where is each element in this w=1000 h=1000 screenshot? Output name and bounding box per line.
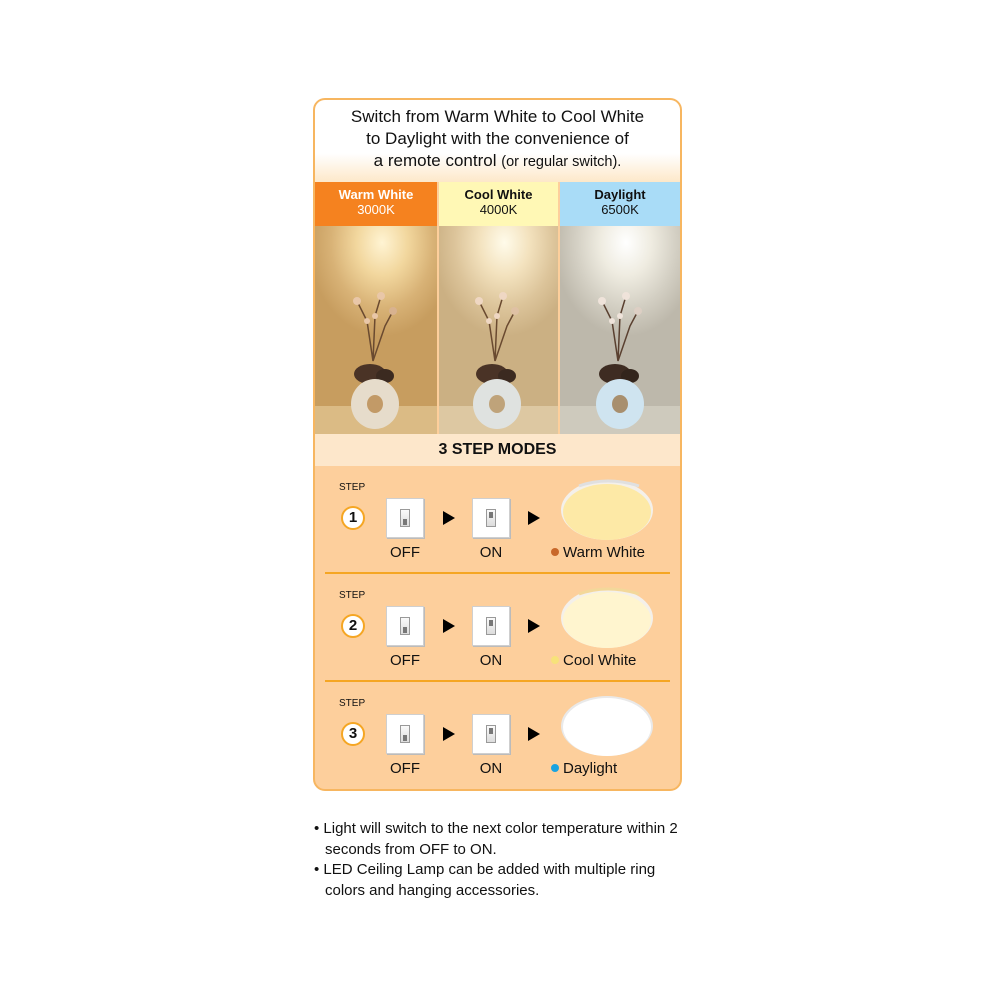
header-line-3-main: a remote control xyxy=(373,151,497,170)
on-label: ON xyxy=(479,544,503,561)
play-arrow-icon xyxy=(528,727,540,741)
note-item: • Light will switch to the next color temperature within 2 seconds from OFF to ON. xyxy=(314,820,678,858)
play-arrow-icon xyxy=(443,511,455,525)
play-arrow-icon xyxy=(528,619,540,633)
lamp-glow xyxy=(563,698,651,756)
photo-warm-white xyxy=(315,226,437,434)
ceiling-lamp-icon xyxy=(559,580,655,650)
step-3 xyxy=(315,682,680,790)
step-label: STEP xyxy=(339,482,366,493)
notes xyxy=(314,819,694,901)
on-label: ON xyxy=(479,760,503,777)
step-1 xyxy=(315,466,680,574)
step-number: 1 xyxy=(341,506,365,530)
header-line-1: Switch from Warm White to Cool White xyxy=(350,107,645,126)
header xyxy=(315,100,680,182)
step-2 xyxy=(315,574,680,682)
temp-kelvin: 4000K xyxy=(479,202,518,217)
photo-cool-white xyxy=(439,226,558,434)
ceiling-lamp-icon xyxy=(559,688,655,758)
temp-name: Cool White xyxy=(464,187,533,202)
mode-label xyxy=(551,652,636,669)
play-arrow-icon xyxy=(443,619,455,633)
light-switch-icon xyxy=(472,606,510,646)
step-number: 3 xyxy=(341,722,365,746)
lamp-glow xyxy=(563,592,651,648)
temp-name: Daylight xyxy=(594,187,646,202)
mode-name: Warm White xyxy=(563,544,645,561)
flower-vase-icon xyxy=(560,226,680,434)
light-switch-icon xyxy=(472,498,510,538)
flower-vase-icon xyxy=(439,226,558,434)
light-switch-icon xyxy=(386,498,424,538)
temp-kelvin: 6500K xyxy=(601,202,639,217)
play-arrow-icon xyxy=(528,511,540,525)
header-line-3-small: (or regular switch). xyxy=(501,154,622,170)
mode-dot-icon xyxy=(551,548,559,556)
mode-name: Cool White xyxy=(563,652,637,669)
light-switch-icon xyxy=(386,606,424,646)
on-label: ON xyxy=(479,652,503,669)
off-label: OFF xyxy=(390,760,420,777)
temp-kelvin: 3000K xyxy=(357,202,395,217)
flower-vase-icon xyxy=(315,226,437,434)
temp-cool-white xyxy=(439,182,558,226)
ceiling-lamp-icon xyxy=(559,472,655,542)
mode-dot-icon xyxy=(551,656,559,664)
note-item: • LED Ceiling Lamp can be added with multiple ring colors and hanging accessories. xyxy=(314,861,656,899)
step-label: STEP xyxy=(339,698,366,709)
product-card xyxy=(313,98,682,791)
mode-label xyxy=(551,544,645,561)
temp-name: Warm White xyxy=(338,187,414,202)
modes-title: 3 STEP MODES xyxy=(315,434,680,466)
off-label: OFF xyxy=(390,544,420,561)
mode-label xyxy=(551,760,617,777)
step-number: 2 xyxy=(341,614,365,638)
temp-warm-white xyxy=(315,182,437,226)
mode-dot-icon xyxy=(551,764,559,772)
header-line-3 xyxy=(315,150,680,173)
temperature-row xyxy=(315,182,680,226)
light-switch-icon xyxy=(472,714,510,754)
photo-daylight xyxy=(560,226,680,434)
play-arrow-icon xyxy=(443,727,455,741)
light-switch-icon xyxy=(386,714,424,754)
temp-daylight xyxy=(560,182,680,226)
mode-name: Daylight xyxy=(563,760,618,777)
step-label: STEP xyxy=(339,590,366,601)
lamp-glow xyxy=(563,484,651,540)
off-label: OFF xyxy=(390,652,420,669)
header-line-2: to Daylight with the convenience of xyxy=(366,129,629,148)
